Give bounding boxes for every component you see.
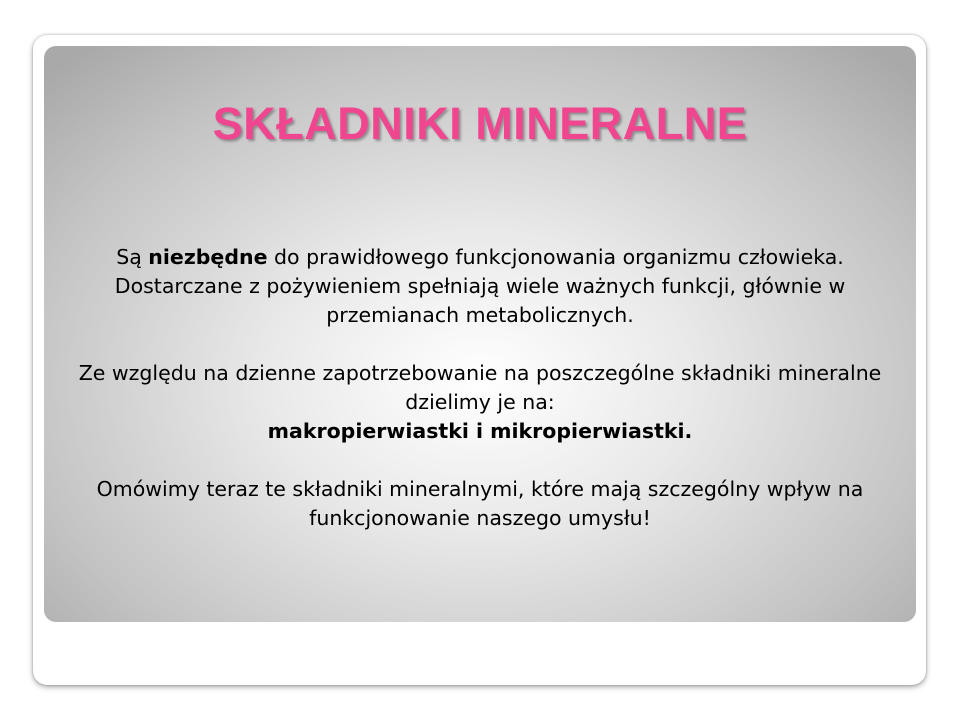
classification-emphasis: makropierwiastki i mikropierwiastki. [267, 419, 693, 443]
paragraph-classification [60, 359, 900, 446]
slide-body [60, 243, 900, 533]
intro-prefix: Są [116, 245, 149, 269]
intro-emphasis: niezbędne [148, 245, 268, 269]
paragraph-outro [60, 475, 900, 533]
slide-title: SKŁADNIKI MINERALNE [212, 98, 748, 149]
classification-text: Ze względu na dzienne zapotrzebowanie na poszczególne składniki mineralne dzielimy je na: [78, 361, 882, 414]
outro-text: Omówimy teraz te składniki mineralnymi, które mają szczególny wpływ na funkcjonowanie naszego umysłu! [96, 477, 864, 530]
intro-rest: do prawidłowego funkcjonowania organizmu człowieka. Dostarczane z pożywieniem spełniają wiele ważnych funkcji, głównie w przemianach metabolicznych. [114, 245, 846, 327]
paragraph-intro [60, 243, 900, 330]
